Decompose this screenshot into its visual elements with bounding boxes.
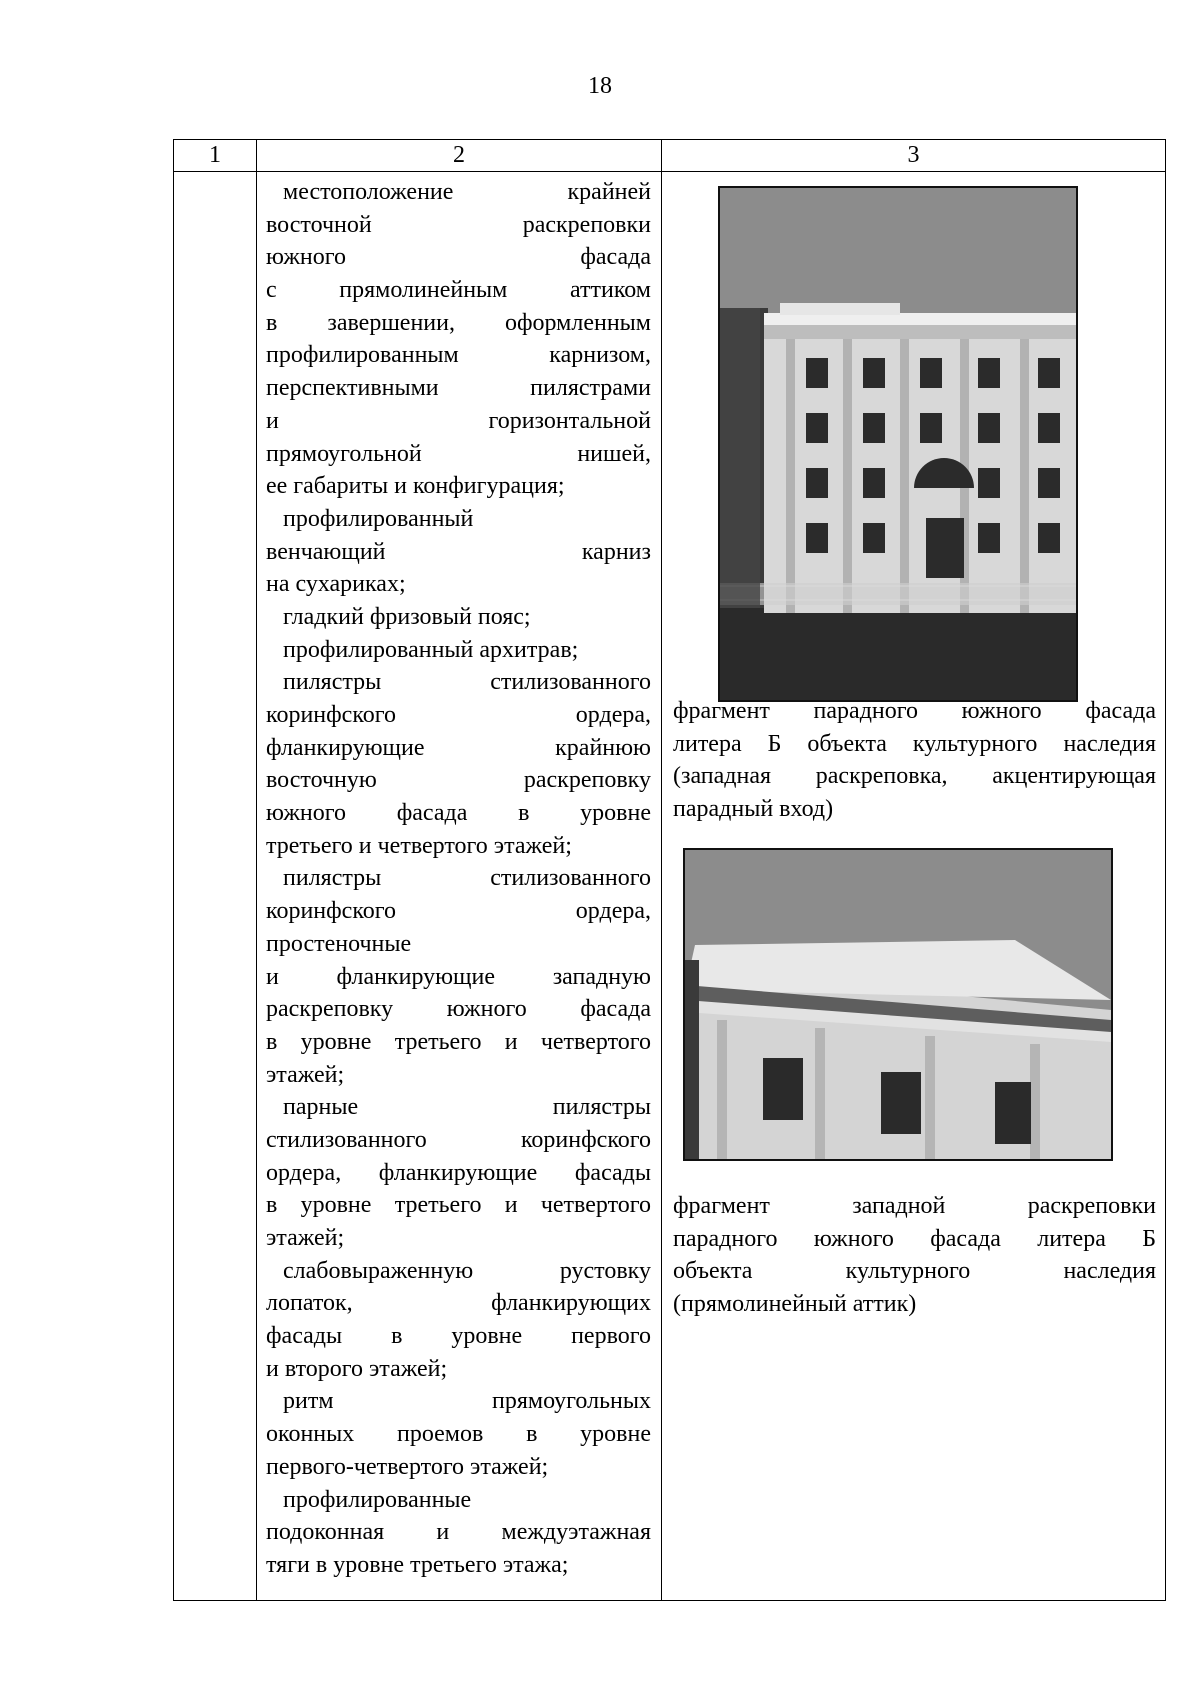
description-line: этажей; (266, 1061, 345, 1088)
description-line: с прямолинейным аттиком (266, 277, 651, 304)
description-line: и горизонтальной (266, 407, 651, 434)
description-line: профилированным карнизом, (266, 342, 651, 369)
description-line: южного фасада в уровне (266, 800, 651, 827)
description-line: на сухариках; (266, 571, 406, 598)
caption-line: (западная раскреповка, акцентирующая (673, 763, 1156, 790)
description-line: прямоугольной нишей, (266, 440, 651, 467)
caption-line: фрагмент западной раскреповки (673, 1193, 1156, 1219)
description-line: профилированный (283, 505, 474, 532)
photo-south-facade (718, 186, 1078, 702)
description-line: гладкий фризовый пояс; (283, 603, 531, 630)
description-table (173, 139, 1166, 1601)
description-line: простеночные (266, 930, 412, 957)
table-row (174, 172, 1166, 1601)
description-line: этажей; (266, 1225, 345, 1251)
description-line: ритм прямоугольных (283, 1388, 651, 1415)
description-line: третьего и четвертого этажей; (266, 832, 572, 859)
description-line: в уровне третьего и четвертого (266, 1192, 651, 1219)
description-line: коринфского ордера, (266, 702, 651, 728)
photo-attic-fragment (683, 848, 1113, 1161)
header-col-1: 1 (174, 140, 257, 172)
description-line: пилястры стилизованного (283, 669, 651, 696)
table-header-row (174, 140, 1166, 172)
photo-caption-2 (673, 1190, 1156, 1321)
description-line: фасады в уровне первого (266, 1323, 651, 1350)
description-line: в завершении, оформленным (266, 309, 651, 336)
description-line: фланкирующие крайнюю (266, 734, 651, 761)
caption-line: фрагмент парадного южного фасада (673, 698, 1156, 724)
description-line: тяги в уровне третьего этажа; (266, 1551, 569, 1578)
description-line: местоположение крайней (283, 179, 651, 205)
description-line: и фланкирующие западную (266, 963, 651, 990)
description-line: венчающий карниз (266, 538, 651, 565)
page-number: 18 (588, 73, 612, 99)
description-line: ее габариты и конфигурация; (266, 473, 565, 500)
description-line: первого-четвертого этажей; (266, 1453, 549, 1480)
description-line: оконных проемов в уровне (266, 1421, 651, 1448)
description-line: пилястры стилизованного (283, 865, 651, 892)
description-line: стилизованного коринфского (266, 1126, 651, 1153)
description-line: перспективными пилястрами (266, 375, 651, 402)
cell-description (257, 172, 662, 1601)
photo-caption-1 (673, 695, 1156, 826)
description-line: подоконная и междуэтажная (266, 1519, 651, 1546)
description-line: южного фасада (266, 244, 651, 271)
description-line: раскреповку южного фасада (266, 996, 651, 1023)
cell-col-1 (174, 172, 257, 1601)
description-line: восточную раскреповку (266, 767, 651, 794)
description-line: в уровне третьего и четвертого (266, 1028, 651, 1055)
description-line: лопаток, фланкирующих (266, 1290, 651, 1317)
caption-line: парадный вход) (673, 796, 834, 823)
description-line: парные пилястры (283, 1094, 651, 1121)
cell-illustrations (662, 172, 1166, 1601)
description-line: профилированные (283, 1486, 472, 1513)
description-line: слабовыраженную рустовку (283, 1257, 651, 1284)
caption-line: объекта культурного наследия (673, 1258, 1156, 1285)
description-line: коринфского ордера, (266, 898, 651, 925)
header-col-3: 3 (662, 140, 1166, 172)
description-line: профилированный архитрав; (283, 636, 579, 663)
header-col-2: 2 (257, 140, 662, 172)
description-line: восточной раскреповки (266, 211, 651, 238)
description-line: и второго этажей; (266, 1355, 448, 1382)
caption-line: (прямолинейный аттик) (673, 1291, 917, 1318)
description-line: ордера, фланкирующие фасады (266, 1159, 651, 1186)
caption-line: литера Б объекта культурного наследия (673, 730, 1156, 757)
caption-line: парадного южного фасада литера Б (673, 1225, 1156, 1252)
